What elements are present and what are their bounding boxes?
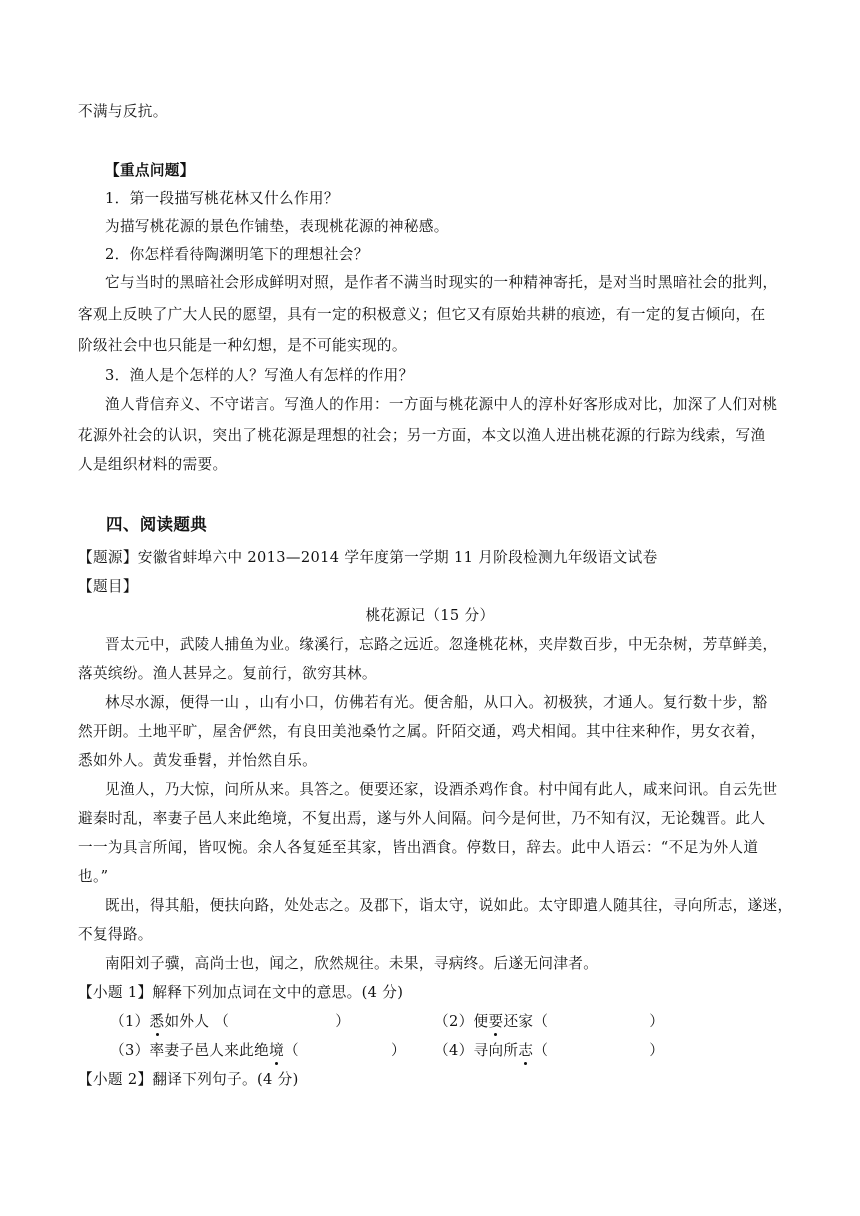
section-heading: 【重点问题】	[105, 162, 195, 179]
question: 3．渔人是个怎样的人？写渔人有怎样的作用？	[105, 367, 414, 384]
item-4	[434, 1041, 764, 1061]
text-line: 不满与反抗。	[78, 103, 168, 120]
answer: 人是组织材料的需要。	[78, 456, 228, 473]
bracket: ）	[649, 1042, 665, 1059]
passage-line: 悉如外人。黄发垂髫，并怡然自乐。	[78, 752, 318, 769]
source-line: 【题源】安徽省蚌埠六中 2013—2014 学年度第一学期 11 月阶段检测九年级语文试卷	[78, 549, 658, 566]
answer: 阶级社会中也只能是一种幻想，是不可能实现的。	[78, 337, 407, 354]
item-text: （4）寻向所	[434, 1042, 519, 1059]
answer: 它与当时的黑暗社会形成鲜明对照，是作者不满当时现实的一种精神寄托，是对当时黑暗社会的批判，	[105, 274, 778, 291]
dotted-char: 要	[488, 1013, 504, 1030]
answer: 花源外社会的认识，突出了桃花源是理想的社会；另一方面，本文以渔人进出桃花源的行踪为线索，写渔	[78, 427, 766, 444]
bracket: ）	[335, 1013, 351, 1030]
passage-line: 既出，得其船，便扶向路，处处志之。及郡下，诣太守，说如此。太守即遣人随其往，寻向所志，遂迷，	[105, 897, 793, 914]
bracket: ）	[649, 1013, 665, 1030]
answer: 客观上反映了广大人民的愿望，具有一定的积极意义；但它又有原始共耕的痕迹，有一定的复古倾向，在	[78, 306, 766, 323]
item-number: （1）	[110, 1013, 150, 1030]
dotted-char: 悉	[149, 1013, 165, 1030]
question: 1．第一段描写桃花林又什么作用？	[105, 190, 339, 207]
bracket: （	[284, 1042, 299, 1059]
question: 2．你怎样看待陶渊明笔下的理想社会？	[105, 246, 369, 263]
passage-line: 晋太元中，武陵人捕鱼为业。缘溪行，忘路之远近。忽逢桃花林，夹岸数百步，中无杂树，芳草鲜美，	[105, 636, 778, 653]
item-number: （2）	[434, 1013, 474, 1030]
passage-line: 见渔人，乃大惊，问所从来。具答之。便要还家，设酒杀鸡作食。村中闻有此人，咸来问讯。自云先世	[105, 781, 778, 798]
passage-line: 林尽水源，便得一山 ，山有小口，仿佛若有光。便舍船，从口入。初极狭，才通人。复行数十步，豁	[105, 694, 768, 711]
subquestion-2: 【小题 2】翻译下列句子。(4 分)	[78, 1071, 299, 1088]
section-title: 四、阅读题典	[106, 515, 208, 534]
item-text: 还家（	[503, 1013, 549, 1030]
passage-line: 不复得路。	[78, 926, 153, 943]
bracket: ）	[390, 1042, 406, 1059]
item-text: （3）率妻子邑人来此绝	[110, 1042, 270, 1059]
dotted-char: 志	[518, 1042, 534, 1059]
dotted-char: 境	[269, 1042, 285, 1059]
passage-line: 避秦时乱，率妻子邑人来此绝境，不复出焉，遂与外人间隔。问今是何世，乃不知有汉，无论魏晋。此人	[78, 810, 766, 827]
passage-line: 也。”	[78, 868, 109, 885]
passage-line: 一一为具言所闻，皆叹惋。余人各复延至其家，皆出酒食。停数日，辞去。此中人语云：“不足为外人道	[78, 839, 759, 856]
bracket: （	[533, 1042, 549, 1059]
item-text: 如外人 （	[164, 1013, 230, 1030]
item-1	[110, 1012, 430, 1032]
passage-line: 然开朗。土地平旷，屋舍俨然，有良田美池桑竹之属。阡陌交通，鸡犬相闻。其中往来种作，男女衣着，	[78, 723, 766, 740]
passage-title: 桃花源记（15 分）	[365, 607, 495, 624]
passage-line: 南阳刘子骥，高尚士也，闻之，欣然规往。未果，寻病终。后遂无问津者。	[105, 955, 599, 972]
answer: 渔人背信弃义、不守诺言。写渔人的作用：一方面与桃花源中人的淳朴好客形成对比，加深了人们对桃	[105, 396, 778, 413]
answer: 为描写桃花源的景色作铺垫，表现桃花源的神秘感。	[105, 218, 449, 235]
item-3	[110, 1041, 430, 1061]
question-label: 【题目】	[78, 578, 138, 595]
item-2	[434, 1012, 764, 1032]
passage-line: 落英缤纷。渔人甚异之。复前行，欲穷其林。	[78, 665, 377, 682]
item-text: 便	[473, 1013, 489, 1030]
subquestion-1: 【小题 1】解释下列加点词在文中的意思。(4 分)	[78, 984, 404, 1001]
